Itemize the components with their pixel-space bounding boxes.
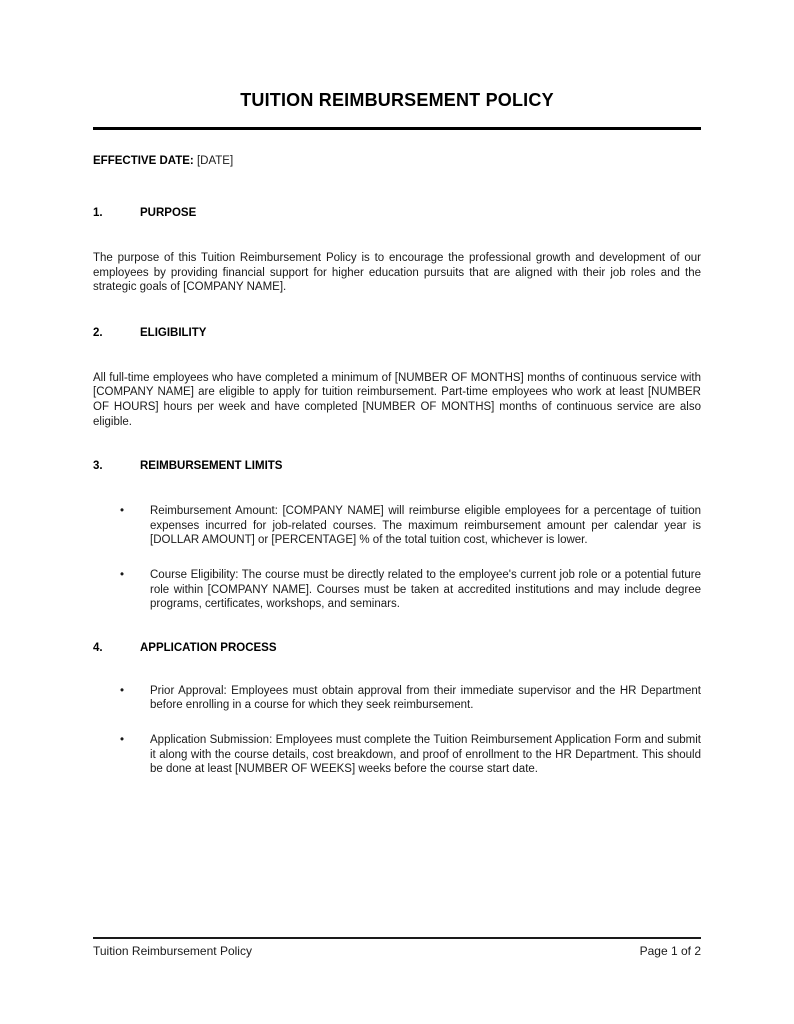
bullet-item: • Application Submission: Employees must complete the Tuition Reimbursement Application Form and submit it along with the course details, cost breakdown, and proof of enrollment to the HR Department. This should be done at least [NUMBER OF WEEKS] weeks before the course start date. (93, 733, 701, 777)
footer-document-name: Tuition Reimbursement Policy (93, 944, 252, 958)
effective-date-label: EFFECTIVE DATE: (93, 155, 194, 167)
section-heading (93, 206, 701, 221)
section-heading (93, 641, 701, 656)
bullet-list (93, 684, 701, 777)
section-heading-text: APPLICATION PROCESS (140, 641, 277, 654)
bullet-item: • Reimbursement Amount: [COMPANY NAME] will reimburse eligible employees for a percentage of tuition expenses incurred for job-related courses. The maximum reimbursement amount per calendar year is [DOLLAR AMOUNT] or [PERCENTAGE] % of the total tuition cost, whichever is lower. (93, 504, 701, 548)
section-heading-text: ELIGIBILITY (140, 326, 207, 339)
section-heading-text: PURPOSE (140, 207, 197, 219)
footer-row (93, 944, 701, 959)
bullet-item: • Prior Approval: Employees must obtain approval from their immediate supervisor and the HR Department before enrolling in a course for which they seek reimbursement. (93, 684, 701, 713)
effective-date-value: [DATE] (196, 155, 234, 167)
section-heading (93, 326, 701, 341)
section-number: 2. (93, 326, 103, 339)
section-heading-text: REIMBURSEMENT LIMITS (140, 460, 283, 473)
footer-rule (93, 937, 701, 939)
title-rule (93, 127, 701, 130)
effective-date-line (93, 154, 701, 169)
page-footer (93, 937, 701, 959)
section-eligibility (93, 326, 701, 429)
section-number: 1. (93, 207, 103, 219)
section-heading (93, 459, 701, 474)
bullet-list (93, 504, 701, 612)
section-paragraph: All full-time employees who have completed a minimum of [NUMBER OF MONTHS] months of continuous service with [COMPANY NAME] are eligible to apply for tuition reimbursement. Part-time employees who work at least [NUMBER OF HOURS] hours per week and have completed [NUMBER OF MONTHS] months of continuous service are also eligible. (93, 371, 701, 428)
footer-page-number: Page 1 of 2 (639, 944, 701, 958)
bullet-item: • Course Eligibility: The course must be directly related to the employee's current job role or a potential future role within [COMPANY NAME]. Courses must be taken at accredited institutions and may include degree programs, certificates, workshops, and seminars. (93, 568, 701, 612)
section-number: 3. (93, 460, 103, 473)
section-paragraph: The purpose of this Tuition Reimbursement Policy is to encourage the professional growth and development of our employees by providing financial support for higher education pursuits that are aligned with their job roles and the strategic goals of [COMPANY NAME]. (93, 252, 701, 294)
section-purpose (93, 206, 701, 295)
document-title: TUITION REIMBURSEMENT POLICY (240, 90, 554, 110)
section-application-process (93, 641, 701, 777)
section-reimbursement-limits (93, 459, 701, 612)
section-number: 4. (93, 641, 103, 654)
